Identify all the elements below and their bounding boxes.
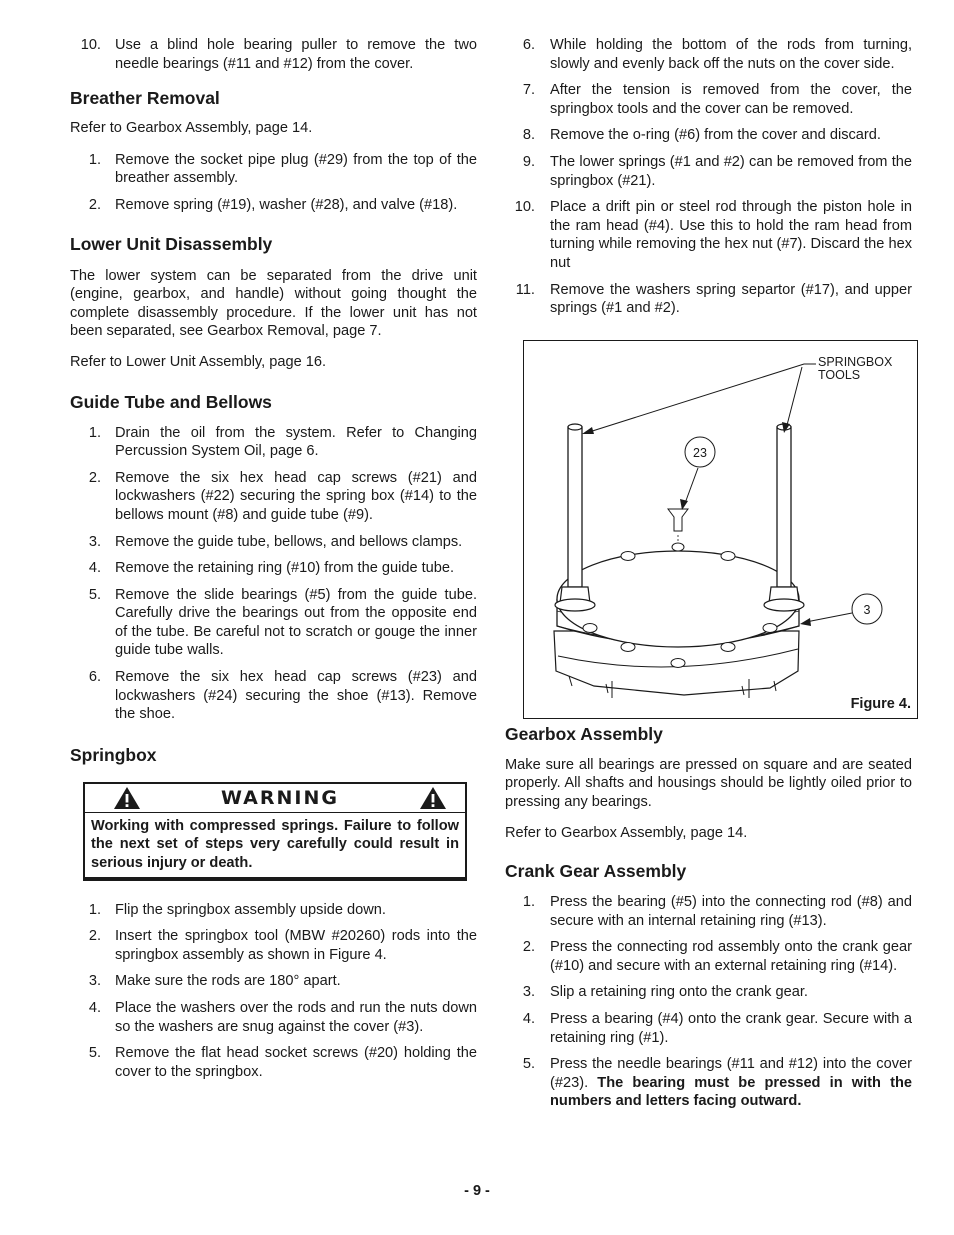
item-number: 10. [514, 199, 535, 216]
list-item [70, 196, 477, 215]
item-number: 5. [88, 586, 101, 603]
item-number: 5. [522, 1056, 535, 1073]
item-text: Drain the oil from the system. Refer to Changing Percussion System Oil, page 6. [115, 424, 477, 460]
list-item [505, 281, 912, 318]
list-item [505, 153, 912, 190]
item-number: 2. [88, 196, 101, 213]
list-item [505, 983, 912, 1002]
item-text: Remove the slide bearings (#5) from the guide tube. Carefully drive the bearings out from the opposite end of the tube. Be careful not to scratch or gouge the inner guide tube walls. [115, 586, 477, 659]
item-number: 4. [88, 560, 101, 577]
item-number: 2. [88, 469, 101, 486]
warning-title: WARNING [221, 786, 339, 809]
callout-23: 23 [693, 445, 707, 460]
list-item [70, 533, 477, 552]
figure-caption: Figure 4. [850, 696, 911, 713]
item-text: After the tension is removed from the cover, the springbox tools and the cover can be removed. [550, 82, 912, 117]
list-item [70, 559, 477, 578]
item-text: Remove the socket pipe plug (#29) from the top of the breather assembly. [115, 151, 477, 187]
list-item [505, 126, 912, 145]
springbox-tools-illustration [524, 341, 917, 718]
list-item [70, 972, 477, 991]
list-item [70, 36, 477, 73]
section-heading-springbox: Springbox [70, 744, 157, 765]
item-text: Remove the six hex head cap screws (#21) and lockwashers (#22) securing the spring box (#14) to the bellows mount (#8) and guide tube (#9). [115, 469, 477, 523]
figure-4 [523, 340, 918, 719]
item-text: Use a blind hole bearing puller to remove the two needle bearings (#11 and #12) from the cover. [115, 37, 477, 72]
warning-header [85, 784, 465, 813]
list-item [505, 1055, 912, 1111]
item-number: 3. [88, 973, 101, 990]
item-number: 4. [522, 1011, 535, 1028]
list-item [70, 586, 477, 660]
page-number: - 9 - [464, 1183, 490, 1199]
paragraph: Make sure all bearings are pressed on square and are seated properly. All shafts and housings should be lightly oiled prior to pressing any bearings. [505, 756, 912, 810]
section-heading-breather: Breather Removal [70, 88, 220, 109]
item-number: 6. [88, 669, 101, 686]
warning-triangle-icon [419, 786, 447, 810]
list-item [70, 424, 477, 461]
warning-triangle-icon [113, 786, 141, 810]
list-item [505, 198, 912, 272]
item-text: Remove spring (#19), washer (#28), and valve (#18). [115, 196, 458, 213]
warning-box [83, 782, 467, 881]
item-number: 4. [88, 1000, 101, 1016]
list-item [70, 927, 477, 964]
item-text: Remove the retaining ring (#10) from the guide tube. [115, 560, 455, 577]
item-text: Remove the guide tube, bellows, and bellows clamps. [115, 533, 463, 550]
item-text: Flip the springbox assembly upside down. [115, 901, 386, 918]
section-heading-lower-unit: Lower Unit Disassembly [70, 233, 273, 254]
springbox-tools-label: SPRINGBOX [818, 354, 893, 369]
left-column [70, 36, 477, 1081]
item-text: Press the connecting rod assembly onto the crank gear (#10) and secure with an external retaining ring (#14). [550, 939, 912, 974]
item-text: The lower springs (#1 and #2) can be removed from the springbox (#21). [550, 153, 912, 189]
list-item [505, 36, 912, 73]
list-item [70, 1044, 477, 1081]
item-text: Insert the springbox tool (MBW #20260) rods into the springbox assembly as shown in Figure 4. [115, 928, 477, 963]
item-number: 5. [88, 1045, 101, 1062]
item-number: 2. [88, 928, 101, 945]
paragraph: The lower system can be separated from the drive unit (engine, gearbox, and handle) without going thought the complete disassembly procedure. If the lower unit has not been separated, see Gearbox Removal, page 7. [70, 267, 477, 340]
item-number: 1. [522, 894, 535, 911]
item-number: 8. [522, 127, 535, 144]
item-number: 9. [522, 153, 535, 170]
list-item [70, 901, 477, 920]
item-text [550, 1055, 912, 1111]
item-text: Place a drift pin or steel rod through the piston hole in the ram head (#4). Use this to hold the ram head from turning while removing the hex nut (#7). Discard the hex nut [550, 199, 912, 271]
callout-3: 3 [863, 602, 871, 617]
item-text: Remove the flat head socket screws (#20) holding the cover to the springbox. [115, 1045, 477, 1080]
list-item [505, 1010, 912, 1047]
item-text: Make sure the rods are 180° apart. [115, 973, 341, 990]
item-text: Remove the washers spring separtor (#17), and upper springs (#1 and #2). [550, 281, 912, 317]
item-number: 2. [522, 939, 535, 956]
list-item [505, 893, 912, 930]
item-text: Press the bearing (#5) into the connecting rod (#8) and secure with an internal retaining ring (#13). [550, 894, 912, 929]
reference-text: Refer to Gearbox Assembly, page 14. [70, 120, 313, 137]
section-heading-gearbox: Gearbox Assembly [505, 723, 663, 744]
item-number: 1. [88, 151, 101, 168]
item-number: 3. [88, 533, 101, 550]
item-text: Remove the o-ring (#6) from the cover and discard. [550, 127, 881, 144]
list-item [505, 938, 912, 975]
item-text: Press a bearing (#4) onto the crank gear. Secure with a retaining ring (#1). [550, 1011, 912, 1046]
springbox-tools-label: TOOLS [818, 367, 861, 382]
section-heading-crank-gear: Crank Gear Assembly [505, 861, 687, 882]
item-text: Remove the six hex head cap screws (#23) and lockwashers (#24) securing the shoe (#13). Remove the shoe. [115, 669, 477, 723]
reference-text: Refer to Gearbox Assembly, page 14. [505, 824, 748, 841]
item-number: 7. [522, 82, 535, 99]
item-text: Place the washers over the rods and run the nuts down so the washers are snug against the cover (#3). [115, 1000, 477, 1035]
item-number: 3. [522, 984, 535, 1001]
reference-text: Refer to Lower Unit Assembly, page 16. [70, 353, 327, 370]
item-number: 1. [88, 424, 101, 441]
list-item [70, 999, 477, 1036]
item-number: 1. [88, 901, 101, 918]
list-item [70, 668, 477, 724]
item-text-regular: Press the needle bearings (#11 and #12) into the cover (#23). [550, 1056, 912, 1091]
item-text: While holding the bottom of the rods from turning, slowly and evenly back off the nuts on the cover side. [550, 37, 912, 72]
item-text: Slip a retaining ring onto the crank gear. [550, 984, 808, 1001]
right-column [505, 36, 912, 1111]
item-number: 6. [522, 37, 535, 53]
list-item [70, 469, 477, 525]
section-heading-guide-tube: Guide Tube and Bellows [70, 391, 272, 412]
list-item [505, 81, 912, 118]
list-item [70, 151, 477, 188]
item-text-bold: The bearing must be pressed in with the numbers and letters facing outward. [550, 1074, 912, 1110]
item-number: 11. [515, 281, 535, 298]
item-number: 10. [80, 37, 101, 53]
warning-text: Working with compressed springs. Failure to follow the next set of steps very carefully could result in serious injury or death. [91, 817, 459, 872]
